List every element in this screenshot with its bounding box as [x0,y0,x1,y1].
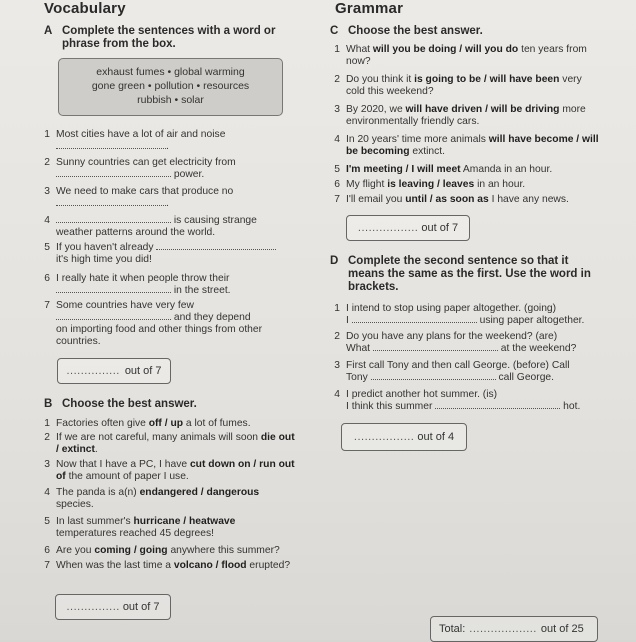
section-b-item-7: 7 When was the last time a volcano / flood erupted? [44,560,291,571]
section-b-title: B Choose the best answer. [44,398,197,410]
section-a-item-5: 5 If you haven't already it's high time you did! [40,242,295,266]
section-a-item-7: 7 Some countries have very few and they depend on importing food and other things from other countries. [44,300,263,347]
section-a-item-3: 3 We need to make cars that produce no . [44,186,234,209]
section-d-title: D Complete the second sentence so that it means the same as the first. Use the word in brackets. [330,255,591,293]
section-c-item-3: 3 By 2020, we will have driven / will be driving more environmentally friendly cars. [334,104,586,127]
section-d-item-2: 2 Do you have any plans for the weekend? (are) What at the weekend? [334,331,577,354]
section-b-item-4: 4 The panda is a(n) endangered / dangerous species. [44,487,260,510]
total-score-box: Total: ................... out of 25 [430,616,598,642]
section-c-item-4: 4 In 20 years' time more animals will have become / will be becoming extinct. [334,134,599,157]
section-b-item-1: 1 Factories often give off / up a lot of fumes. [44,418,251,429]
section-b-item-2: 2 If we are not careful, many animals will soon die out / extinct. [44,432,295,455]
section-b-item-6: 6 Are you coming / going anywhere this summer? [44,545,280,556]
section-b-item-5: 5 In last summer's hurricane / heatwave temperatures reached 45 degrees! [44,516,236,539]
section-c-item-2: 2 Do you think it is going to be / will have been very cold this weekend? [334,74,582,97]
section-c-item-1: 1 What will you be doing / will you do ten years from now? [334,44,587,67]
section-b-score-box: ............... out of 7 [55,594,171,620]
section-a-item-2: 2 Sunny countries can get electricity from power. [44,157,236,180]
section-c-item-7: 7 I'll email you until / as soon as I have any news. [334,194,569,205]
section-d-item-3: 3 First call Tony and then call George. (before) Call Tony call George. [334,360,570,383]
section-d-score-box: ................. out of 4 [341,423,467,451]
section-c-score-box: ................. out of 7 [346,215,470,241]
section-b-item-3: 3 Now that I have a PC, I have cut down on / run out of the amount of paper I use. [44,459,295,482]
section-c-item-6: 6 My flight is leaving / leaves in an hour. [334,179,526,190]
vocabulary-heading: Vocabulary [44,0,126,17]
section-a-score-box: ............... out of 7 [57,358,171,384]
section-a-item-4: 4 is causing strange weather patterns around the world. [44,215,257,238]
section-d-item-4: 4 I predict another hot summer. (is) I think this summer hot. [334,389,581,412]
section-c-title: C Choose the best answer. [330,25,483,37]
grammar-heading: Grammar [335,0,404,17]
section-c-item-5: 5 I'm meeting / I will meet Amanda in an hour. [334,164,553,175]
section-a-item-6: 6 I really hate it when people throw their in the street. [44,273,231,296]
section-a-item-1: 1 Most cities have a lot of air and noise . [44,129,226,152]
word-box: exhaust fumes • global warming gone green • pollution • resources rubbish • solar [58,58,283,116]
section-a-title: A Complete the sentences with a word or phrase from the box. [44,25,276,50]
section-d-item-1: 1 I intend to stop using paper altogether. (going) I using paper altogether. [334,303,585,326]
